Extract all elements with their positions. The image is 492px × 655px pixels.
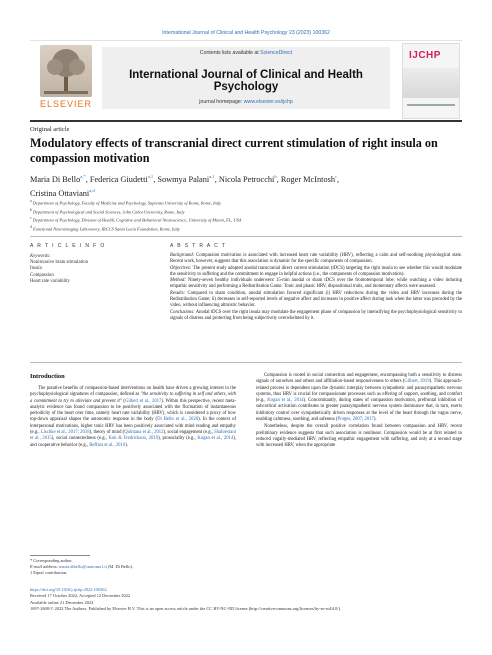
publisher-name: ELSEVIER <box>39 99 93 109</box>
cover-footer-line <box>407 104 455 106</box>
corresponding-author-note: * Corresponding author. <box>30 558 73 563</box>
text-run: Compassion is rooted in social connection and engagement, encompassing both a sensitivity to distress signals of ourselves and others and affiliation-based responsiveness to others ( <box>256 373 462 385</box>
article-title: Modulatory effects of transcranial direct current stimulation of right insula on compassion motivation <box>30 136 438 165</box>
contents-prefix: Contents lists available at <box>199 50 261 56</box>
affiliation: $^b$ Department of Psychological and Social Sciences, John Cabot University, Rome, Italy <box>30 207 185 215</box>
keyword[interactable]: Noninvasive brain stimulation <box>30 260 89 265</box>
author[interactable]: Federica Giudetti$^{a,1}$ <box>89 174 154 184</box>
abstract-paragraph: Results: Compared to sham condition, anodal stimulation favored significant (i) HRV reductions during the video and HRV increases during the Redistribution Game; ii) decreases in self-reported levels of negative affect and increases in positive affect during task when the latter was preceded by the video, without influencing altruistic behavior. <box>170 290 463 309</box>
citation-link[interactable]: Shahrestani et al., 2015 <box>30 430 236 442</box>
article-type: Original article <box>30 126 70 133</box>
footnotes <box>30 558 236 577</box>
abstract-paragraph: Objectives: The present study adopted anodal transcranial direct current stimulation (tDCS) targeting the right insula to see whether this would modulate the sensitivity to suffering and the commitment to engage in helpful actions (i.e., the components of compassion motivation). <box>170 265 462 277</box>
cover-band <box>403 68 459 98</box>
text-run: ), prosociality (e.g., <box>158 436 198 442</box>
homepage-link[interactable]: www.elsevier.es/ijchp <box>243 99 293 105</box>
text-run: Nonetheless, despite the overall positive correlation found between compassion and HRV, recent preliminary evidence suggests that such association is nonlinear. Compassion would be at first related to reduced vagally-mediated HRV, reflecting empathic engagement with suffering, and only at a second stage with increased HRV, when the appropriate <box>256 424 462 449</box>
affiliation: $^a$ Department of Psychology, Faculty of Medicine and Psychology, Sapienza University of Rome, Rome, Italy <box>30 199 222 206</box>
text-run: ( <box>121 398 125 404</box>
text-run: ), social connectedness (e.g., <box>51 436 109 442</box>
publisher-logo[interactable] <box>30 41 102 119</box>
abstract-paragraph: Background: Compassion motivation is associated with increased heart rate variability (HRV), reflecting a calm and self-soothing physiological state. Recent work, however, suggests that this association is dynamic for the specific components of compassion. <box>170 253 463 265</box>
journal-homepage-line <box>102 99 390 105</box>
citation-link[interactable]: Porges, 2007; 2017 <box>337 417 374 423</box>
header-divider <box>30 120 462 122</box>
text-run: The putative benefits of compassion-based interventions on health have driven a growing interest in the psychophysiological signatures of compassion, defined as <box>30 386 236 398</box>
author[interactable]: Maria Di Bello$^{a,*}$ <box>30 174 86 184</box>
info-divider-bottom <box>30 362 462 363</box>
footnote-divider <box>30 555 90 556</box>
contents-lists-line <box>102 50 390 56</box>
author[interactable]: Nicola Petrocchi$^b$ <box>218 174 277 184</box>
email-link[interactable]: maria.dibello@uniroma1.it <box>59 564 107 570</box>
info-divider-top <box>30 236 462 237</box>
doi-link[interactable]: https://doi.org/10.1016/j.ijchp.2022.100362 <box>30 587 107 592</box>
citation-link[interactable]: Di Bello et al., 2020 <box>157 417 199 423</box>
abstract-heading: A B S T R A C T <box>170 243 227 249</box>
available-online: Available online 21 December 2022 <box>30 599 94 605</box>
affiliation-list <box>30 198 460 232</box>
text-run: ), social engagement (e.g., <box>163 430 215 436</box>
received-dates: Received 17 October 2022; Accepted 12 December 2022 <box>30 593 131 599</box>
text-run: ). <box>125 442 128 448</box>
author[interactable]: Sowmya Palani$^{a,1}$ <box>157 174 215 184</box>
text-run: ). <box>373 417 377 423</box>
text-run: ). Within this perspective, recent meta-analytic evidence has found compassion to be positively associated with the fluctuation of instantaneous periodicity of the heart over time, namely heart rate variability (HRV), which is considered a proxy of how top-down appraisal shapes the autonomic response in the body ( <box>30 398 237 423</box>
keywords-block <box>30 253 150 286</box>
body-paragraph <box>256 424 462 449</box>
homepage-prefix: journal homepage: <box>199 99 244 105</box>
citation-link[interactable]: Lischke et al., 2017; 2018 <box>40 430 90 436</box>
text-run: ). This approach-related process is dependent upon the dynamic interplay between sympathetic and parasympathetic nervous systems, thus HRV is crucial for compassionate processes such as offering of support, soothing, and comfort (e.g., <box>256 379 462 404</box>
citation-link[interactable]: Gilbert, 2019 <box>404 379 430 385</box>
journal-citation-line[interactable]: International Journal of Clinical and Health Psychology 23 (2023) 100362 <box>162 30 330 36</box>
affiliation: $^c$ Department of Psychology, Division of Health, Cognitive and Behavioral Neuroscience, University of Miami, FL, USA <box>30 216 242 223</box>
equal-contribution-note: 1 Equal contribution. <box>30 570 68 576</box>
author[interactable]: Roger McIntosh$^c$ <box>280 174 338 184</box>
journal-header <box>30 40 462 119</box>
body-paragraph <box>30 386 236 449</box>
text-run: ). Concomitantly, during states of compassion motivation, prefrontal inhibition of subcortical activation contributes to greater parasympathetic nervous system dominance that, in turn, exerts inhibitory control over sympathetically driven responses at the level of the heart through the vagus nerve, enabling calmness, soothing, and safeness ( <box>256 398 463 423</box>
email-note: E-mail address: maria.dibello@uniroma1.it (M. Di Bello). <box>30 564 134 570</box>
author-list: Maria Di Bello$^{a,*}$, Federica Giudetti$^{a,1}$, Sowmya Palani$^{a,1}$, Nicola Petrocchi$^b$, Roger McIntosh$^c$, Cristina Ottaviani$^{a,d}$ <box>30 174 340 198</box>
journal-banner <box>102 47 390 109</box>
license-note: 1697-2600/© 2022 The Authors. Published by Elsevier B.V. This is an open access article under the CC BY-NC-ND license (http://creativecommons.org/licenses/by-nc-nd/4.0/). <box>30 605 342 611</box>
citation-link[interactable]: Kogan et al., 2014 <box>197 436 234 442</box>
body-paragraph <box>256 373 462 423</box>
journal-cover-thumbnail[interactable] <box>402 43 460 119</box>
sciencedirect-link[interactable]: ScienceDirect <box>260 50 293 56</box>
text-run: ), theory of mind ( <box>89 430 125 436</box>
cover-logo: IJCHP <box>409 50 441 61</box>
citation-link[interactable]: Quintana et al., 2012 <box>124 430 164 436</box>
article-info-heading: A R T I C L E I N F O <box>30 243 106 249</box>
abstract-body <box>170 253 462 322</box>
text-run: ). In the context of interpersonal motivations, higher tonic HRV has been positively associated with mind reading and empathy (e.g., <box>30 417 236 436</box>
keyword[interactable]: Compassion <box>30 272 54 278</box>
text-run: ), and cooperative behavior (e.g., <box>30 436 236 448</box>
citation-link[interactable]: Gilbert et al., 2017 <box>124 398 162 404</box>
article-metadata-footer <box>30 587 462 612</box>
keyword[interactable]: Insula <box>30 266 42 272</box>
body-column-right <box>256 373 462 450</box>
citation-link[interactable]: Kogan et al., 2014 <box>267 398 304 404</box>
text-run: "the sensitivity to suffering in self and others, with a commitment to try to alleviate and prevent it" <box>30 392 236 404</box>
keyword[interactable]: Heart rate variability <box>30 279 70 285</box>
affiliation: $^d$ Functional Neuroimaging Laboratory, IRCCS Santa Lucia Foundation, Rome, Italy <box>30 224 180 232</box>
citation-link[interactable]: Kok & Fredrickson, 2010 <box>108 436 159 442</box>
elsevier-tree-icon <box>40 45 92 97</box>
section-heading: Introduction <box>30 373 65 380</box>
author[interactable]: Cristina Ottaviani$^{a,d}$ <box>30 187 95 198</box>
abstract-paragraph: Method: Ninety-seven healthy individuals underwent 15-min anodal or sham tDCS over the frontotemporal lobe, while watching a video inducing empathic sensitivity and performing a Redistribution Game. Tonic and phasic HRV, dispositional traits, and momentary affects were assessed. <box>170 278 462 290</box>
citation-link[interactable]: Beffara et al., 2016 <box>89 442 126 448</box>
abstract-paragraph: Conclusions: Anodal tDCS over the right insula may modulate the engagement phase of compassion by intensifying the psychophysiological sensitivity to signals of distress and protecting from being subjectively overwhelmed by it. <box>170 309 462 321</box>
keywords-label: Keywords: <box>30 254 51 259</box>
journal-title: International Journal of Clinical and Health Psychology <box>129 69 363 93</box>
body-column-left <box>30 373 236 449</box>
